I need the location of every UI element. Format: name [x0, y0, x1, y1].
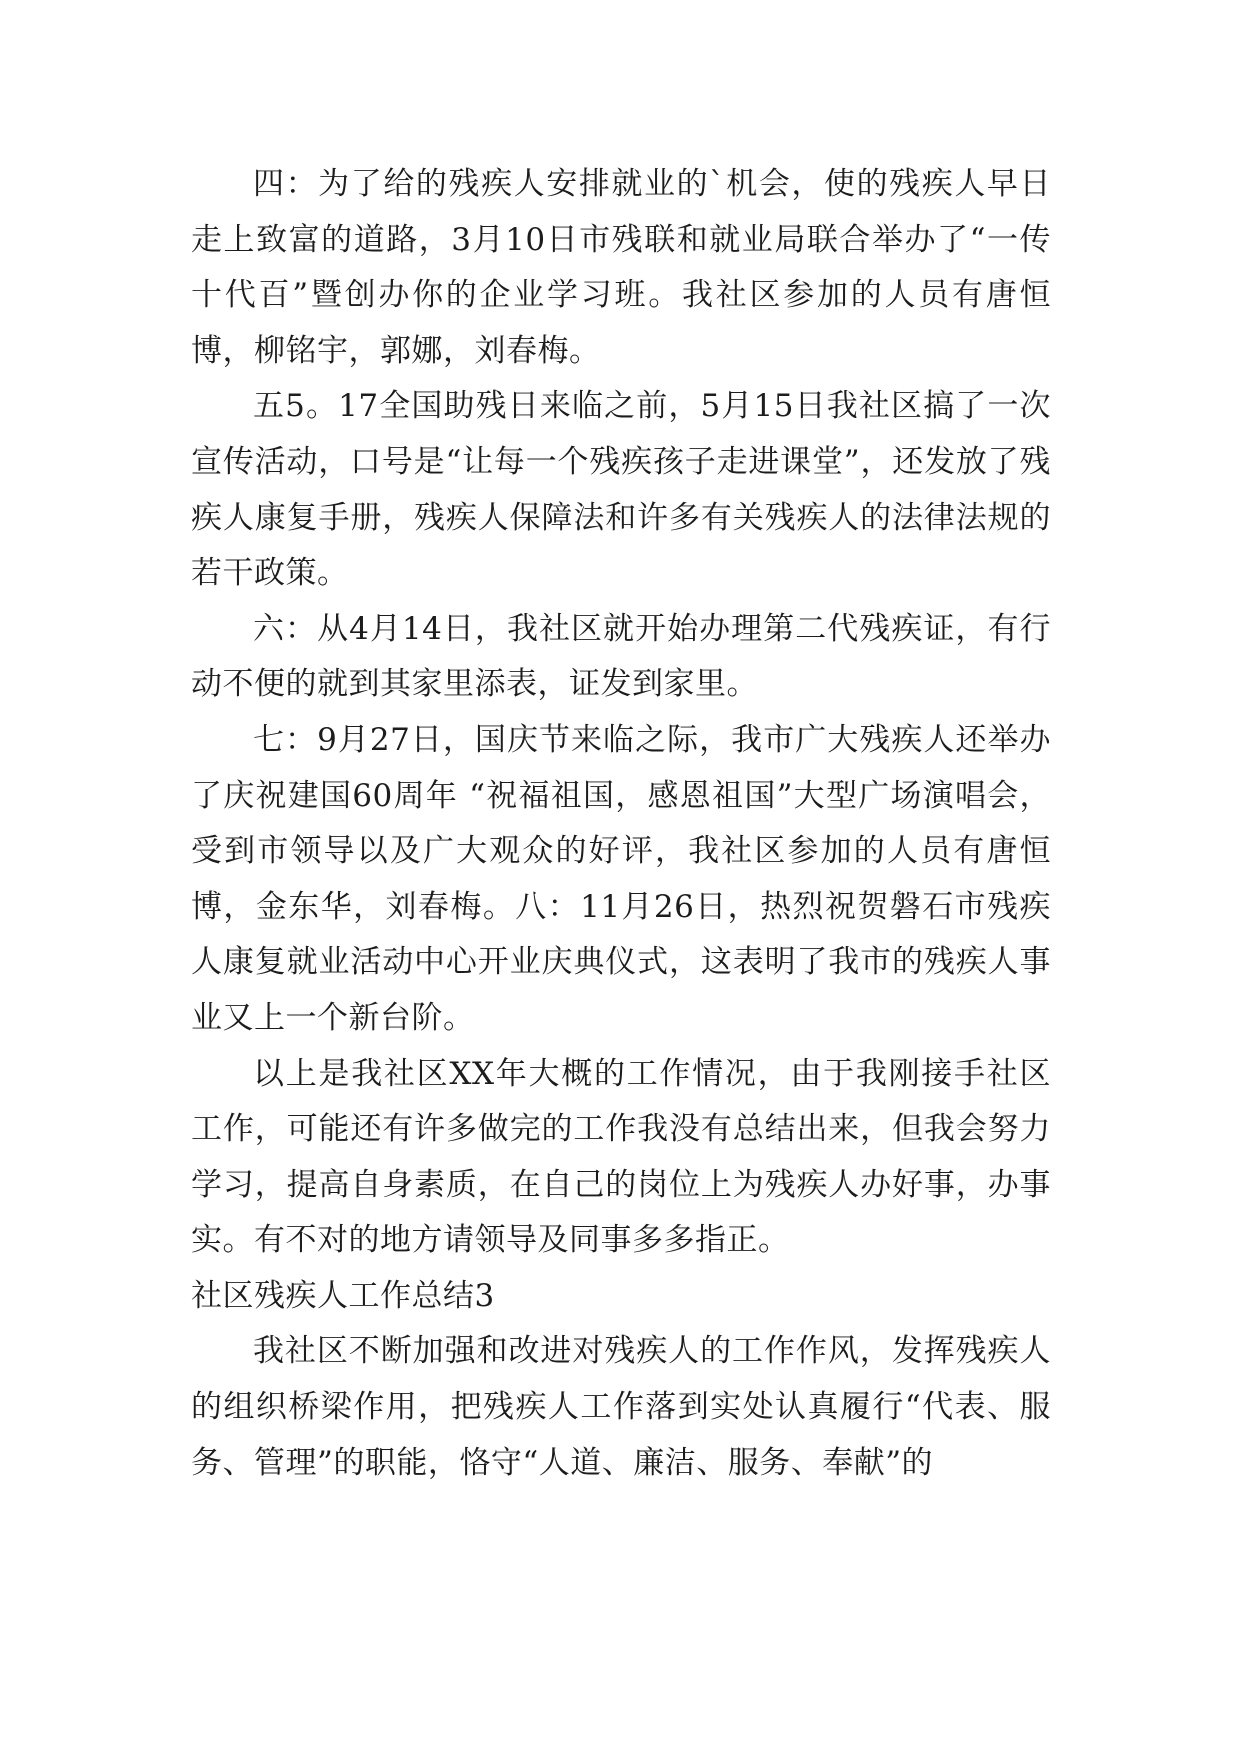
paragraph-six: 六：从4月14日，我社区就开始办理第二代残疾证，有行动不便的就到其家里添表，证发到家里。: [191, 610, 1051, 703]
paragraph-four: 四：为了给的残疾人安排就业的`机会，使的残疾人早日走上致富的道路，3月10日市残联和就业局联合举办了“一传十代百”暨创办你的企业学习班。我社区参加的人员有唐恒博，柳铭宇，郭娜，刘春梅。: [191, 166, 1051, 369]
paragraph-summary: 以上是我社区XX年大概的工作情况，由于我刚接手社区工作，可能还有许多做完的工作我没有总结出来，但我会努力学习，提高自身素质，在自己的岗位上为残疾人办好事，办事实。有不对的地方请领导及同事多多指正。: [191, 1055, 1051, 1259]
paragraph-seven-eight: 七：9月27日，国庆节来临之际，我市广大残疾人还举办了庆祝建国60周年 “祝福祖国，感恩祖国”大型广场演唱会，受到市领导以及广大观众的好评，我社区参加的人员有唐恒博，金东华，刘春梅。八：11月26日，热烈祝贺磐石市残疾人康复就业活动中心开业庆典仪式，这表明了我市的残疾人事业又上一个新台阶。: [191, 721, 1051, 1036]
paragraph-section-three-intro: 我社区不断加强和改进对残疾人的工作作风，发挥残疾人的组织桥梁作用，把残疾人工作落到实处认真履行“代表、服务、管理”的职能，恪守“人道、廉洁、服务、奉献”的: [191, 1333, 1051, 1481]
paragraph-five: 五5。17全国助残日来临之前，5月15日我社区搞了一次宣传活动，口号是“让每一个残疾孩子走进课堂”，还发放了残疾人康复手册，残疾人保障法和许多有关残疾人的法律法规的若干政策。: [191, 388, 1051, 592]
section-heading: 社区残疾人工作总结3: [191, 1277, 495, 1314]
document-body: [191, 157, 1051, 1491]
